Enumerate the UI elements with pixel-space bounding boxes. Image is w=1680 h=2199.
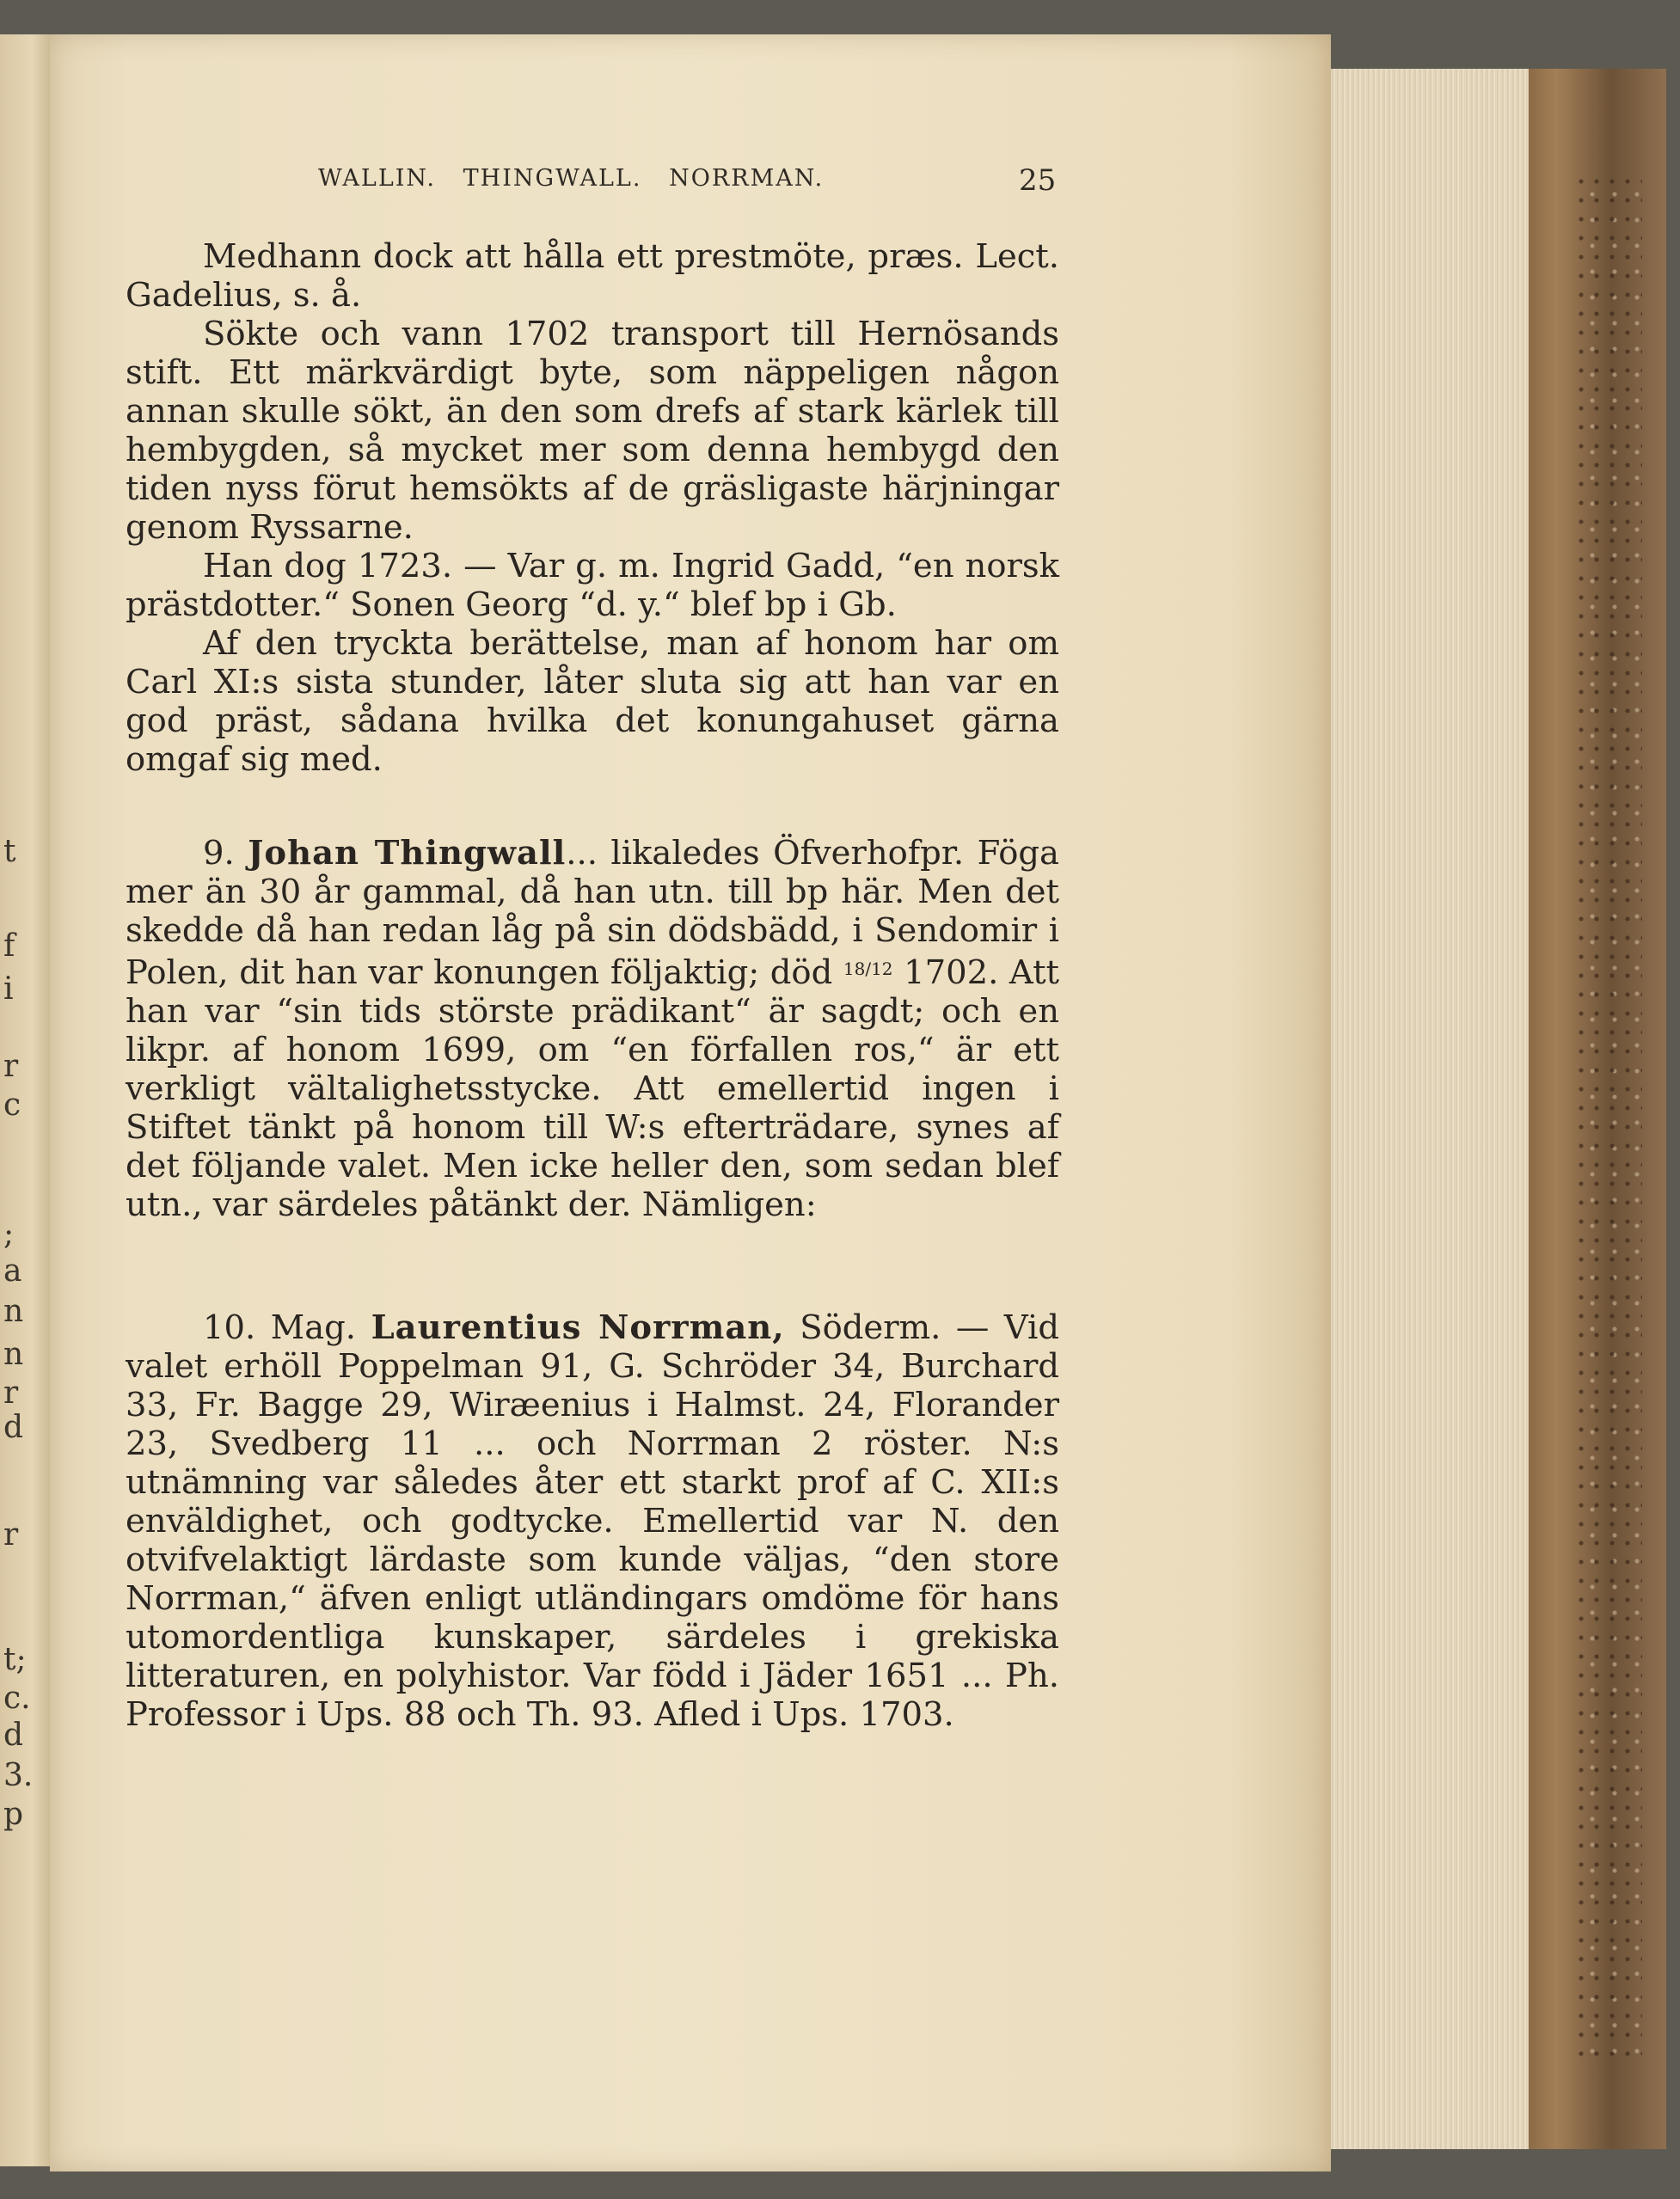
entry-name: Johan Thingwall <box>248 834 567 873</box>
paragraph: Af den tryckta berättelse, man af honom har om Carl XI:s sista stunder, låter sluta sig att han var en god präst, sådana hvilka det konungahuset gärna omgaf sig med. <box>126 624 1059 779</box>
entry-number: 9. <box>203 834 235 873</box>
prev-page-char: c. <box>3 1681 31 1716</box>
entry-9 <box>126 834 1059 1224</box>
entry-paragraph <box>126 1308 1059 1734</box>
prev-page-char: r <box>3 1049 19 1084</box>
previous-page-edge <box>0 34 53 2166</box>
paragraph: Medhann dock att hålla ett prestmöte, præs. Lect. Gadelius, s. å. <box>126 237 1059 315</box>
prev-page-char: 3. <box>3 1758 34 1793</box>
body-text-block-1 <box>126 237 1059 779</box>
prev-page-char: t <box>3 834 16 869</box>
prev-page-char: d <box>3 1718 24 1753</box>
prev-page-char: p <box>3 1797 24 1832</box>
date-fraction: 18/12 <box>843 959 893 979</box>
entry-title: Mag. <box>270 1308 357 1347</box>
prev-page-char: d <box>3 1410 24 1445</box>
entry-number: 10. <box>203 1308 256 1347</box>
prev-page-char: a <box>3 1253 22 1289</box>
entry-text: ... likaledes Öfverhofpr. Föga mer än 30 år gammal, då han utn. till bp här. Men det skedde då han redan låg på sin dödsbädd, i Sendomir i Polen, dit han var konungen följaktig; död <box>126 834 1059 992</box>
entry-paragraph <box>126 834 1059 1224</box>
prev-page-char: n <box>3 1294 24 1329</box>
page-edges <box>1331 69 1529 2149</box>
prev-page-char: n <box>3 1337 24 1372</box>
paragraph: Sökte och vann 1702 transport till Hernösands stift. Ett märkvärdigt byte, som näppeligen någon annan skulle sökt, än den som drefs af stark kärlek till hembygden, så mycket mer som denna hembygd den tiden nyss förut hemsökts af de gräsligaste härjningar genom Ryssarne. <box>126 315 1059 547</box>
paragraph: Han dog 1723. — Var g. m. Ingrid Gadd, “en norsk prästdotter.“ Sonen Georg “d. y.“ blef bp i Gb. <box>126 547 1059 624</box>
prev-page-char: i <box>3 971 14 1007</box>
prev-page-char: ; <box>3 1216 15 1252</box>
prev-page-char: c <box>3 1087 21 1123</box>
running-head: WALLIN. THINGWALL. NORRMAN. <box>318 165 825 192</box>
entry-text: 1702. Att han var “sin tids störste prädikant“ är sagdt; och en likpr. af honom 1699, om “en förfallen ros,“ är ett verkligt vältalighetsstycke. Att emellertid ingen i Stiftet tänkt på honom till W:s efterträdare, synes af det följande valet. Men icke heller den, som sedan blef utn., var särdeles påtänkt der. Nämligen: <box>126 953 1060 1224</box>
cover-marbling <box>1573 172 1642 2063</box>
page-number: 25 <box>1019 163 1057 198</box>
prev-page-char: r <box>3 1517 19 1553</box>
prev-page-char: r <box>3 1375 19 1411</box>
prev-page-char: t; <box>3 1642 27 1677</box>
entry-text: Söderm. — Vid valet erhöll Poppelman 91, G. Schröder 34, Burchard 33, Fr. Bagge 29, Wiræenius i Halmst. 24, Florander 23, Svedberg 11 ... och Norrman 2 röster. N:s utnämning var således åter ett starkt prof af C. XII:s enväldighet, och godtycke. Emellertid var N. den otvifvelaktigt lärdaste som kunde väljas, “den store Norrman,“ äfven enligt utländingars omdöme för hans utomordentliga kunskaper, särdeles i grekiska litteraturen, en polyhistor. Var född i Jäder 1651 ... Ph. Professor i Ups. 88 och Th. 93. Afled i Ups. 1703. <box>126 1308 1060 1734</box>
entry-name: Laurentius Norrman, <box>371 1308 785 1347</box>
entry-10 <box>126 1308 1059 1734</box>
prev-page-char: f <box>3 928 15 964</box>
